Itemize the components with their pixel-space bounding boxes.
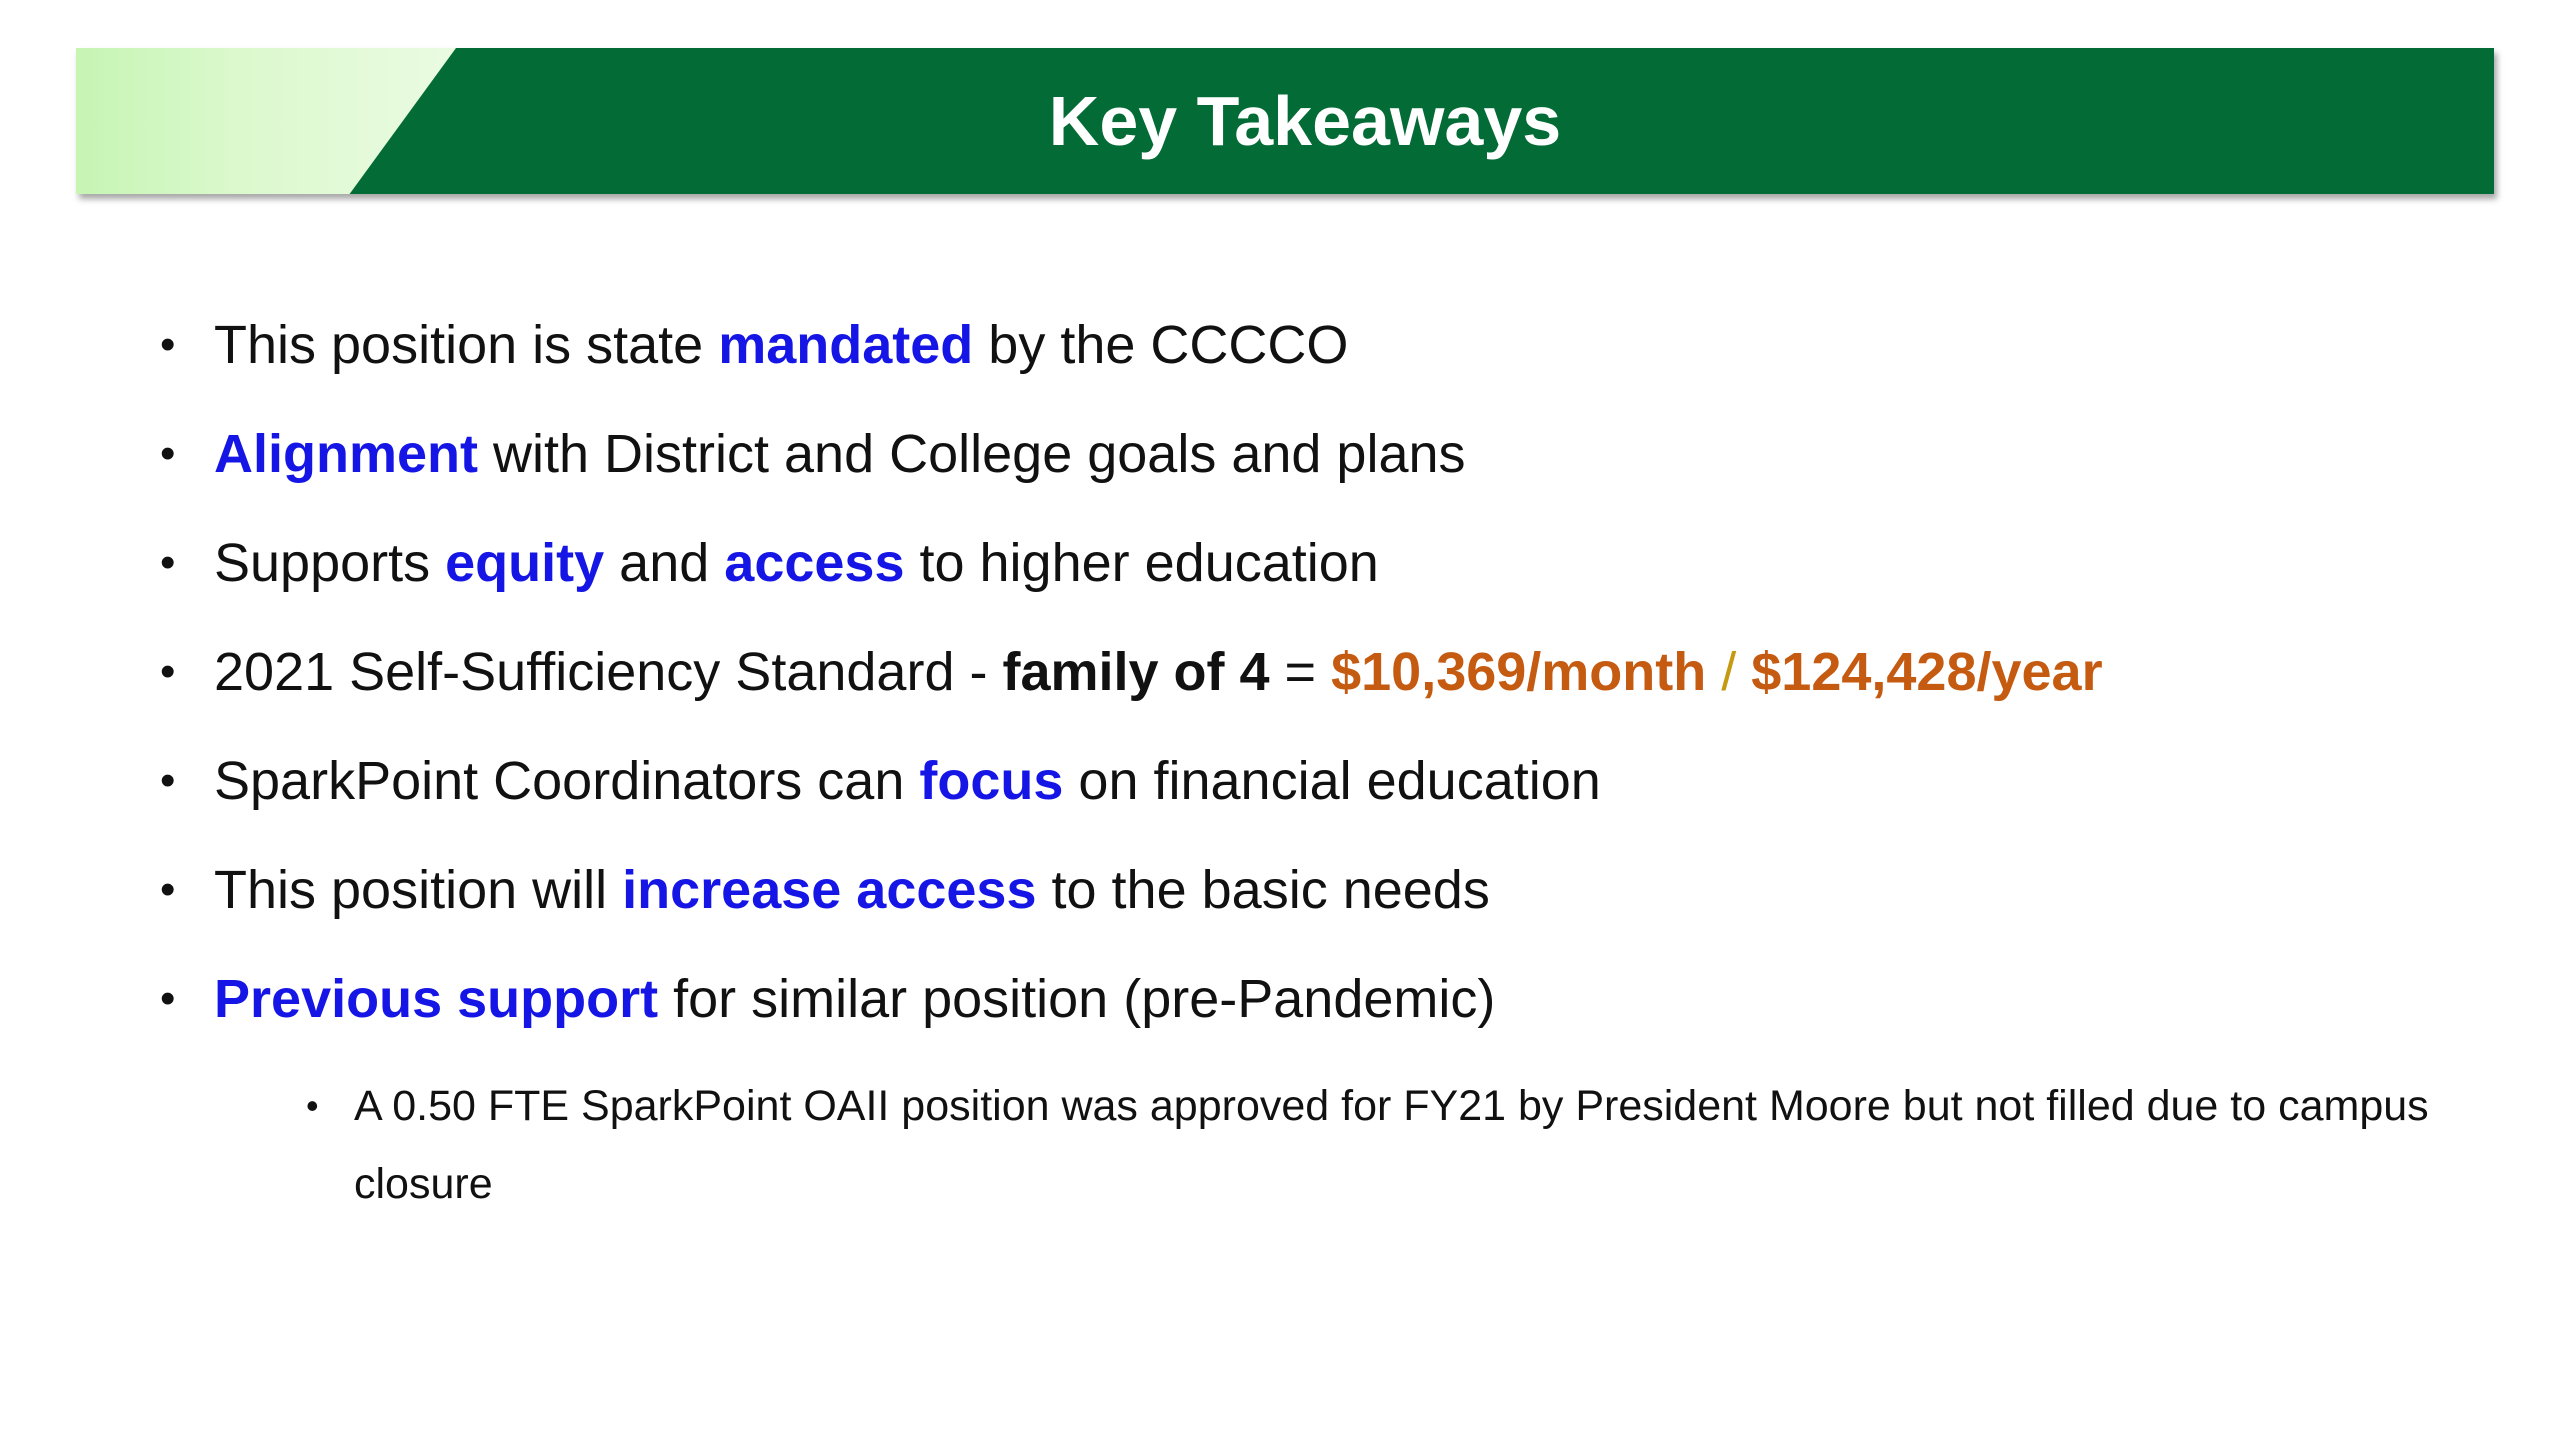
- bullet-dot-icon: •: [160, 756, 176, 805]
- yearly-amount: $124,428/year: [1751, 642, 2103, 702]
- bullet-dot-icon: •: [160, 320, 176, 369]
- highlight-text: access: [724, 533, 905, 593]
- bullet-item: • This position is state mandated by the CCCCO: [160, 300, 2480, 409]
- highlight-text: focus: [919, 751, 1064, 811]
- highlight-text: Alignment: [214, 424, 478, 484]
- sub-bullet-text: A 0.50 FTE SparkPoint OAII position was approved for FY21 by President Moore but not filled due to campus closure: [354, 1082, 2429, 1208]
- monthly-amount: $10,369/month: [1331, 642, 1707, 702]
- bullet-list: [160, 300, 2480, 1223]
- highlight-text: Previous support: [214, 969, 659, 1029]
- bullet-item: • Alignment with District and College goals and plans: [160, 409, 2480, 518]
- bullet-dot-icon: •: [306, 1085, 319, 1126]
- highlight-text: mandated: [718, 315, 974, 375]
- bold-text: family of 4: [1002, 642, 1270, 702]
- bullet-item: • 2021 Self-Sufficiency Standard - family of 4 = $10,369/month / $124,428/year: [160, 627, 2480, 736]
- bullet-dot-icon: •: [160, 974, 176, 1023]
- bullet-dot-icon: •: [160, 865, 176, 914]
- bullet-item: • Previous support for similar position (pre-Pandemic): [160, 954, 2480, 1063]
- bullet-item: • This position will increase access to the basic needs: [160, 845, 2480, 954]
- bullet-dot-icon: •: [160, 538, 176, 587]
- title-bar: [76, 48, 2494, 194]
- bullet-item: • Supports equity and access to higher education: [160, 518, 2480, 627]
- highlight-text: increase access: [622, 860, 1037, 920]
- bullet-item: • SparkPoint Coordinators can focus on financial education: [160, 736, 2480, 845]
- sub-bullet-item: [306, 1067, 2454, 1223]
- amount-separator: /: [1706, 642, 1752, 702]
- bullet-dot-icon: •: [160, 429, 176, 478]
- highlight-text: equity: [445, 533, 605, 593]
- bullet-dot-icon: •: [160, 647, 176, 696]
- slide-title: Key Takeaways: [1048, 82, 1562, 160]
